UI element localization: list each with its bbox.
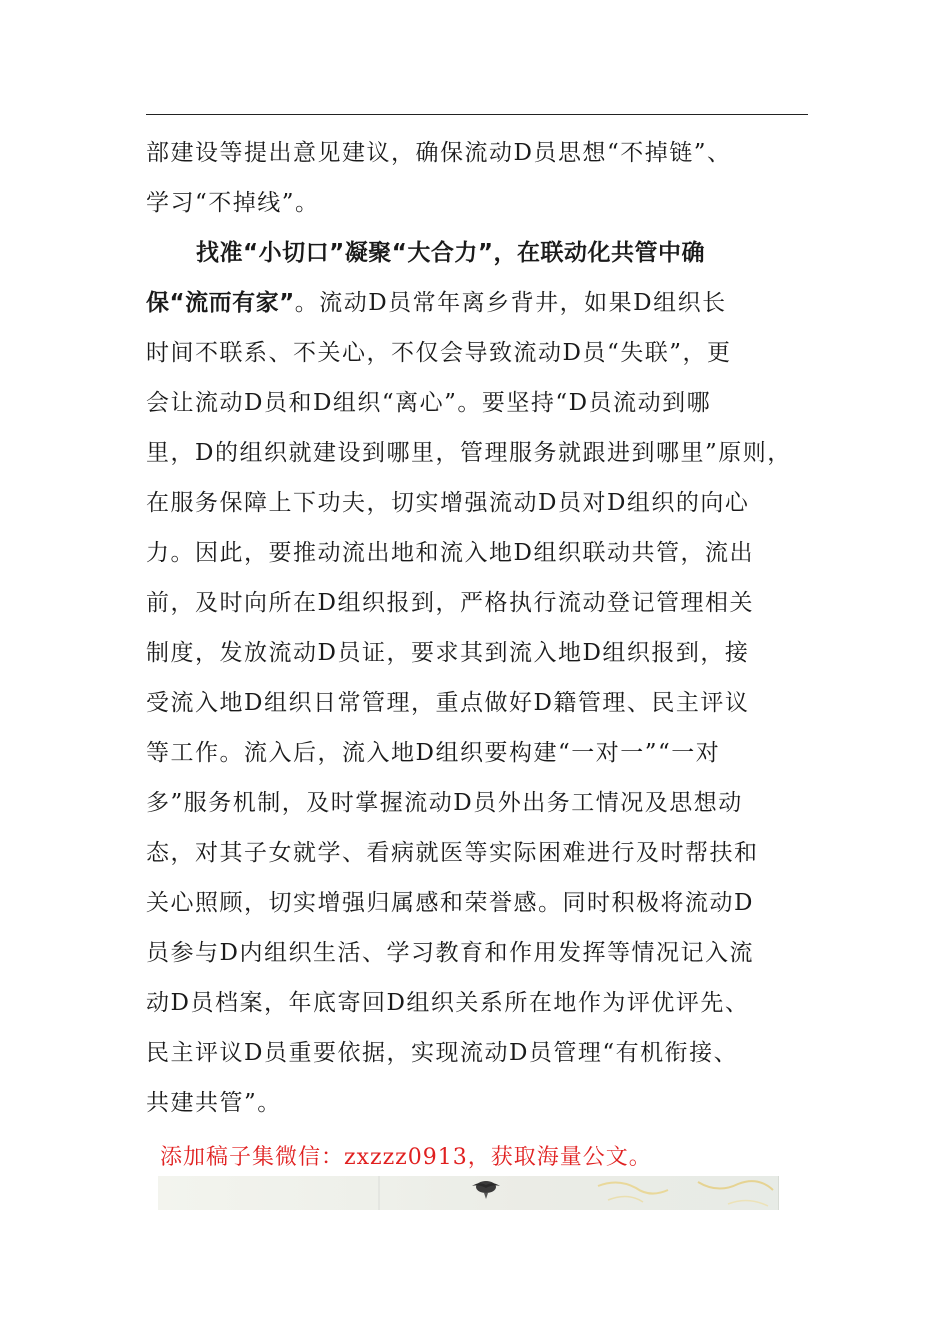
- text-line: 时间不联系、不关心，不仅会导致流动D员“失联”，更: [146, 340, 732, 366]
- strip-divider: [378, 1176, 380, 1210]
- promo-notice: 添加稿子集微信：zxzzz0913，获取海量公文。: [160, 1145, 652, 1170]
- document-body: [146, 128, 810, 1128]
- section-heading: 找准“小切口”凝聚“大合力”，在联动化共管中确: [196, 240, 705, 266]
- text-line: 关心照顾，切实增强归属感和荣誉感。同时积极将流动D: [146, 890, 754, 916]
- text-line: 学习“不掉线”。: [146, 190, 320, 216]
- text-line: 前，及时向所在D组织报到，严格执行流动登记管理相关: [146, 590, 754, 616]
- header-rule: [146, 114, 808, 115]
- bird-icon: [466, 1178, 506, 1200]
- text-line: 在服务保障上下功夫，切实增强流动D员对D组织的向心: [146, 490, 750, 516]
- text-line: 制度，发放流动D员证，要求其到流入地D组织报到，接: [146, 640, 750, 666]
- text-line: 员参与D内组织生活、学习教育和作用发挥等情况记入流: [146, 940, 754, 966]
- text-line: 力。因此，要推动流出地和流入地D组织联动共管，流出: [146, 540, 754, 566]
- text-line: 动D员档案，年底寄回D组织关系所在地作为评优评先、: [146, 990, 750, 1016]
- decorative-image-strip: [158, 1176, 779, 1210]
- text-line: 共建共管”。: [146, 1090, 282, 1116]
- swirl-decoration: [588, 1176, 778, 1210]
- text-line: 民主评议D员重要依据，实现流动D员管理“有机衔接、: [146, 1040, 739, 1066]
- text-line: 多”服务机制，及时掌握流动D员外出务工情况及思想动: [146, 790, 743, 816]
- text-line: 受流入地D组织日常管理，重点做好D籍管理、民主评议: [146, 690, 750, 716]
- text-line: 等工作。流入后，流入地D组织要构建“一对一”“一对: [146, 740, 721, 766]
- text-line: 态，对其子女就学、看病就医等实际困难进行及时帮扶和: [146, 840, 759, 866]
- text-line: 部建设等提出意见建议，确保流动D员思想“不掉链”、: [146, 140, 732, 166]
- text-line: 会让流动D员和D组织“离心”。要坚持“D员流动到哪: [146, 390, 712, 416]
- text-line: [146, 278, 810, 328]
- section-heading-line: [146, 228, 810, 278]
- text-line: 里，D的组织就建设到哪里，管理服务就跟进到哪里”原则，: [146, 440, 792, 466]
- text-run: 。流动D员常年离乡背井，如果D组织长: [294, 290, 727, 316]
- section-heading-end: 保“流而有家”: [146, 290, 295, 316]
